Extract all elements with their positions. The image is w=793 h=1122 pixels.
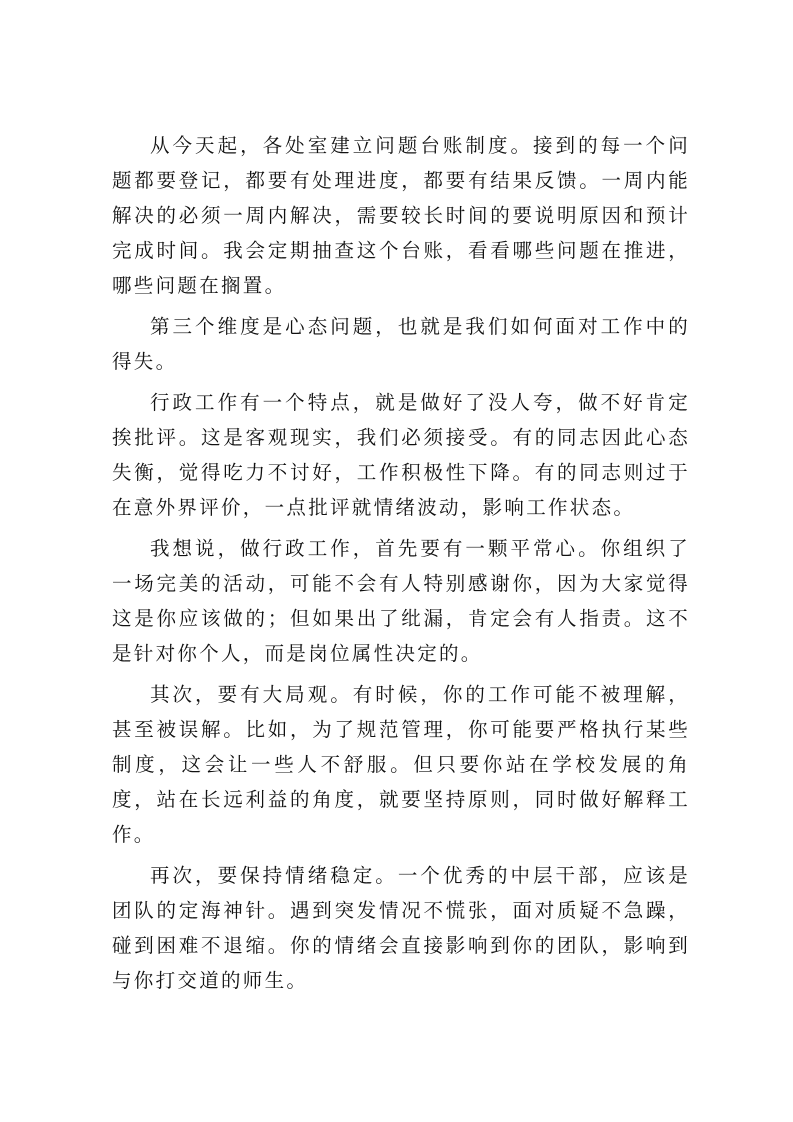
paragraph-ledger-system: 从今天起，各处室建立问题台账制度。接到的每一个问题都要登记，都要有处理进度，都要有结果反馈。一周内能解决的必须一周内解决，需要较长时间的要说明原因和预计完成时间。我会定期抽查这个台账，看看哪些问题在推进，哪些问题在搁置。 — [112, 134, 690, 297]
paragraph-mindset-dimension: 第三个维度是心态问题，也就是我们如何面对工作中的得失。 — [112, 315, 690, 373]
paragraph-emotional-stability: 再次，要保持情绪稳定。一个优秀的中层干部，应该是团队的定海神针。遇到突发情况不慌张，面对质疑不急躁，碰到困难不退缩。你的情绪会直接影响到你的团队，影响到与你打交道的师生。 — [112, 864, 690, 992]
paragraph-calm-mind: 我想说，做行政工作，首先要有一颗平常心。你组织了一场完美的活动，可能不会有人特别感谢你，因为大家觉得这是你应该做的；但如果出了纰漏，肯定会有人指责。这不是针对你个人，而是岗位属性决定的。 — [112, 537, 690, 665]
paragraph-admin-work-traits: 行政工作有一个特点，就是做好了没人夸，做不好肯定挨批评。这是客观现实，我们必须接受。有的同志因此心态失衡，觉得吃力不讨好，工作积极性下降。有的同志则过于在意外界评价，一点批评就情绪波动，影响工作状态。 — [112, 391, 690, 519]
document-body — [112, 128, 690, 1004]
paragraph-big-picture: 其次，要有大局观。有时候，你的工作可能不被理解，甚至被误解。比如，为了规范管理，你可能要严格执行某些制度，这会让一些人不舒服。但只要你站在学校发展的角度，站在长远利益的角度，就要坚持原则，同时做好解释工作。 — [112, 683, 690, 846]
